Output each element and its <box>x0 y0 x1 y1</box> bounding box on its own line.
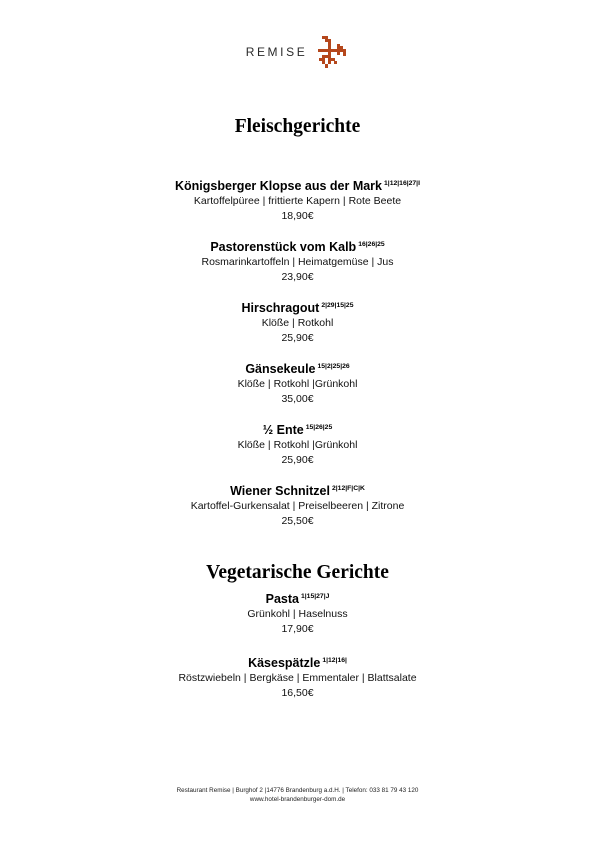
footer-address: Restaurant Remise | Burghof 2 |14776 Brandenburg a.d.H. | Telefon: 033 81 79 43 120 <box>176 787 419 794</box>
dish-price: 25,90€ <box>281 332 314 344</box>
dish-name <box>0 237 595 255</box>
dish-title: Gänsekeule <box>245 362 316 376</box>
footer-website: www.hotel-brandenburger-dom.de <box>249 796 346 803</box>
dish-description: Klöße | Rotkohl <box>261 317 334 329</box>
dish-price: 23,90€ <box>281 271 314 283</box>
dish-description: Kartoffel-Gurkensalat | Preiselbeeren | Zitrone <box>190 500 405 512</box>
allergen-codes: 15|2|25|26 <box>317 363 350 370</box>
section-title-vegetarische-gerichte: Vegetarische Gerichte <box>206 562 389 583</box>
allergen-codes: 1|15|27|J <box>300 593 330 600</box>
menu-item <box>0 176 595 224</box>
footer <box>0 786 595 804</box>
dish-title: Käsespätzle <box>248 656 321 670</box>
dish-description: Rosmarinkartoffeln | Heimatgemüse | Jus <box>201 256 394 268</box>
menu-item <box>0 359 595 407</box>
dish-description: Grünkohl | Haselnuss <box>247 608 348 620</box>
allergen-codes: 1|12|16|27|I <box>384 180 420 187</box>
allergen-codes: 1|12|16| <box>322 657 347 664</box>
dish-description: Klöße | Rotkohl |Grünkohl <box>237 378 358 390</box>
dish-name <box>0 481 595 499</box>
menu-item <box>0 589 595 637</box>
menu-item <box>0 653 595 701</box>
dish-name <box>0 176 595 194</box>
dish-price: 25,50€ <box>281 515 314 527</box>
dish-price: 17,90€ <box>281 623 314 635</box>
dish-name <box>0 420 595 438</box>
menu-item <box>0 298 595 346</box>
dish-title: ½ Ente <box>262 423 304 437</box>
remise-logo-icon <box>315 34 349 70</box>
allergen-codes: 16|26|25 <box>358 241 385 248</box>
header <box>0 34 595 70</box>
dish-title: Hirschragout <box>241 301 320 315</box>
menu-item <box>0 481 595 529</box>
dish-price: 35,00€ <box>281 393 314 405</box>
dish-description: Kartoffelpüree | frittierte Kapern | Rote Beete <box>193 195 402 207</box>
dish-title: Königsberger Klopse aus der Mark <box>175 179 383 193</box>
dish-name <box>0 653 595 671</box>
dish-title: Pastorenstück vom Kalb <box>210 240 357 254</box>
dish-name <box>0 589 595 607</box>
allergen-codes: 2|29|15|25 <box>321 302 354 309</box>
dish-price: 18,90€ <box>281 210 314 222</box>
dish-price: 25,90€ <box>281 454 314 466</box>
section-title-fleischgerichte: Fleischgerichte <box>234 116 361 137</box>
dish-description: Röstzwiebeln | Bergkäse | Emmentaler | Blattsalate <box>178 672 417 684</box>
brand-name: REMISE <box>245 45 308 59</box>
allergen-codes: 2|12|F|C|K <box>332 485 365 492</box>
dish-price: 16,50€ <box>281 687 314 699</box>
dish-title: Pasta <box>265 592 299 606</box>
dish-title: Wiener Schnitzel <box>230 484 330 498</box>
dish-name <box>0 298 595 316</box>
dish-name <box>0 359 595 377</box>
menu-item <box>0 237 595 285</box>
allergen-codes: 15|26|25 <box>305 424 333 431</box>
dish-description: Klöße | Rotkohl |Grünkohl <box>237 439 358 451</box>
menu-item <box>0 420 595 468</box>
